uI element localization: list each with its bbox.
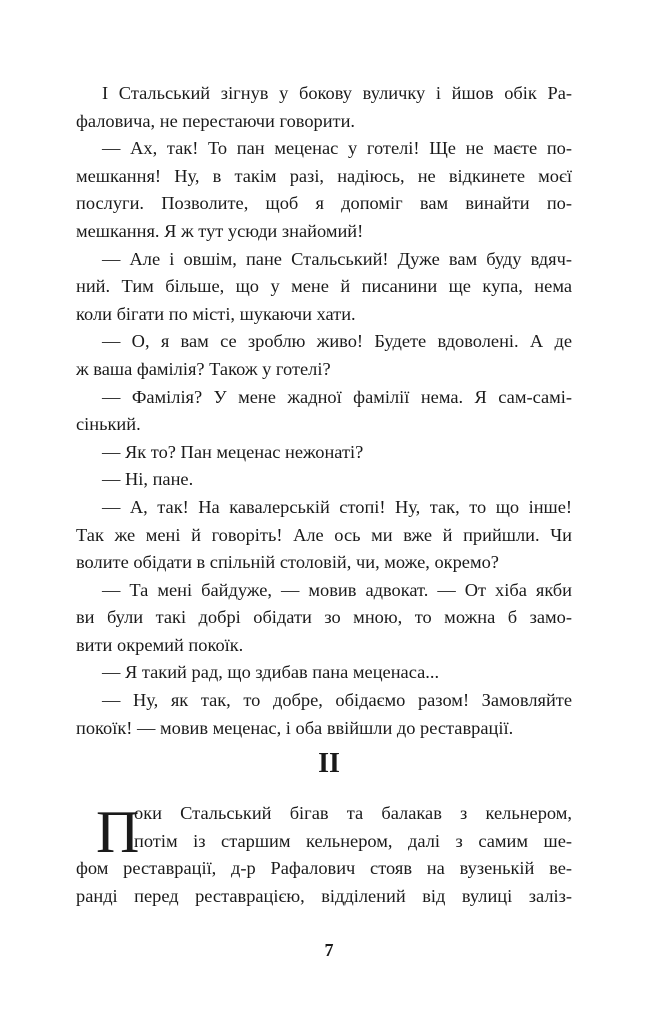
text-line: вити окремий покоїк. (76, 634, 244, 655)
text-line: фаловича, не перестаючи говорити. (76, 110, 356, 131)
section-heading: II (318, 748, 340, 779)
text-line: — Ах, так! То пан меценас у готелі! Ще не маєте по- (102, 138, 572, 159)
text-line: — О, я вам се зроблю живо! Будете вдоволені. А де (102, 331, 572, 352)
text-line: коли бігати по місті, шукаючи хати. (76, 303, 356, 324)
text-line: ранді перед реставрацією, відділений від вулиці заліз- (76, 885, 572, 906)
text-line: — Ні, пане. (102, 469, 194, 490)
page-number: 7 (324, 940, 334, 960)
text-line: — Та мені байдуже, — мовив адвокат. — От хіба якби (102, 579, 572, 600)
text-line: — А, так! На кавалерській стопі! Ну, так, то що інше! (102, 496, 572, 517)
text-line: — Фамілія? У мене жадної фамілії нема. Я сам-самі- (102, 386, 572, 407)
text-line: — Як то? Пан меценас нежонаті? (102, 441, 364, 462)
text-line: волите обідати в спільній столовій, чи, може, окремо? (76, 552, 499, 573)
text-line: І Стальський зігнув у бокову вуличку і йшов обік Ра- (102, 83, 572, 103)
text-line: ж ваша фамілія? Також у готелі? (76, 358, 331, 379)
page-body (76, 80, 572, 742)
text-line: мешкання! Ну, в такім разі, надіюсь, не відкинете моєї (76, 165, 572, 186)
main-text (76, 80, 572, 742)
text-line: сінький. (76, 414, 141, 435)
text-line: потім із старшим кельнером, далі з самим ше- (134, 830, 572, 851)
text-line: мешкання. Я ж тут усюди знайомий! (76, 220, 364, 241)
text-line: — Але і овшім, пане Стальський! Дуже вам буду вдяч- (102, 248, 572, 269)
text-line: ви були такі добрі обідати зо мною, то можна б замо- (76, 607, 572, 628)
text-line: фом реставрації, д-р Рафалович стояв на вузенькій ве- (76, 858, 572, 879)
text-line: — Ну, як так, то добре, обідаємо разом! Замовляйте (102, 690, 572, 711)
text-line: послуги. Позволите, щоб я допоміг вам винайти по- (76, 193, 572, 214)
text-line: оки Стальський бігав та балакав з кельнером, (134, 803, 572, 823)
text-line: покоїк! — мовив меценас, і оба ввійшли до реставрації. (76, 717, 514, 738)
text-line: — Я такий рад, що здибав пана меценаса... (102, 662, 440, 683)
drop-cap: П (96, 799, 140, 865)
section-paragraph (76, 800, 572, 910)
text-line: ний. Тим більше, що у мене й писанини ще купа, нема (76, 276, 572, 297)
text-line: Так же мені й говоріть! Але ось ми вже й прийшли. Чи (76, 524, 572, 545)
